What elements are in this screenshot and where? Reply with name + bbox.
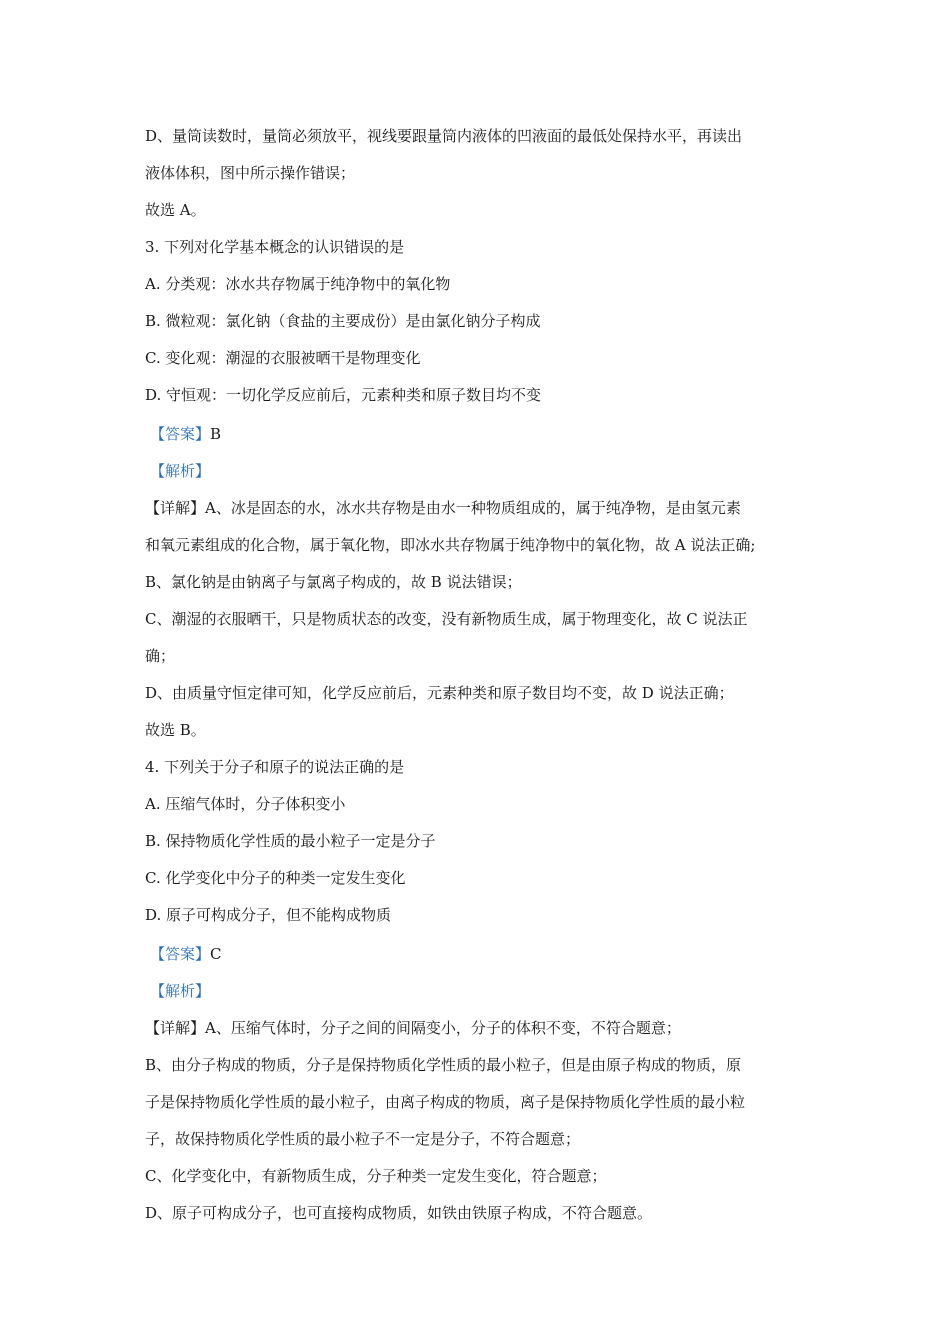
question-3-option-d: D. 守恒观：一切化学反应前后，元素种类和原子数目均不变	[145, 386, 542, 404]
question-3-detail-line3: B、氯化钠是由钠离子与氯离子构成的，故 B 说法错误；	[145, 573, 522, 591]
q2-explanation-d-line1: D、量筒读数时，量筒必须放平，视线要跟量筒内液体的凹液面的最低处保持水平，再读出	[145, 127, 743, 145]
q2-conclusion: 故选 A。	[145, 201, 206, 219]
question-4-detail-line6: D、原子可构成分子，也可直接构成物质，如铁由铁原子构成，不符合题意。	[145, 1204, 653, 1222]
question-3-conclusion: 故选 B。	[145, 721, 206, 739]
question-4-detail-line2: B、由分子构成的物质，分子是保持物质化学性质的最小粒子，但是由原子构成的物质，原	[145, 1056, 742, 1074]
question-3-option-a: A. 分类观：冰水共存物属于纯净物中的氧化物	[145, 275, 451, 293]
question-4-detail-line3: 子是保持物质化学性质的最小粒子，由离子构成的物质，离子是保持物质化学性质的最小粒	[145, 1093, 746, 1111]
answer-label: 【答案】	[150, 425, 211, 443]
question-4-option-d: D. 原子可构成分子，但不能构成物质	[145, 906, 392, 924]
answer-value: B	[210, 425, 222, 443]
question-3-detail-line6: D、由质量守恒定律可知，化学反应前后，元素种类和原子数目均不变，故 D 说法正确；	[145, 684, 734, 702]
question-3-stem: 3. 下列对化学基本概念的认识错误的是	[145, 238, 405, 256]
question-4-option-c: C. 化学变化中分子的种类一定发生变化	[145, 869, 406, 887]
question-3-option-c: C. 变化观：潮湿的衣服被晒干是物理变化	[145, 349, 421, 367]
question-3-detail-line2: 和氧元素组成的化合物，属于氧化物，即冰水共存物属于纯净物中的氧化物，故 A 说法正确;	[145, 536, 756, 554]
question-4-option-a: A. 压缩气体时，分子体积变小	[145, 795, 346, 813]
question-4-detail-line5: C、化学变化中，有新物质生成，分子种类一定发生变化，符合题意；	[145, 1167, 607, 1185]
answer-value: C	[210, 945, 222, 963]
question-3-detail-line1: 【详解】A、冰是固态的水，冰水共存物是由水一种物质组成的，属于纯净物，是由氢元素	[145, 499, 741, 517]
question-3-analysis-label	[150, 461, 210, 481]
question-3-answer	[150, 424, 221, 444]
answer-label: 【答案】	[150, 945, 211, 963]
q2-explanation-d-line2: 液体体积，图中所示操作错误；	[145, 164, 356, 182]
question-4-detail-line1: 【详解】A、压缩气体时，分子之间的间隔变小，分子的体积不变，不符合题意；	[145, 1019, 681, 1037]
analysis-label: 【解析】	[150, 982, 211, 1000]
question-3-detail-line4: C、潮湿的衣服晒干，只是物质状态的改变，没有新物质生成，属于物理变化，故 C 说法正	[145, 610, 748, 628]
analysis-label: 【解析】	[150, 462, 211, 480]
question-4-option-b: B. 保持物质化学性质的最小粒子一定是分子	[145, 832, 436, 850]
question-3-option-b: B. 微粒观：氯化钠（食盐的主要成份）是由氯化钠分子构成	[145, 312, 541, 330]
question-4-analysis-label	[150, 981, 210, 1001]
question-4-stem: 4. 下列关于分子和原子的说法正确的是	[145, 758, 405, 776]
question-4-answer	[150, 944, 222, 964]
question-3-detail-line5: 确；	[145, 647, 176, 665]
question-4-detail-line4: 子，故保持物质化学性质的最小粒子不一定是分子，不符合题意；	[145, 1130, 581, 1148]
